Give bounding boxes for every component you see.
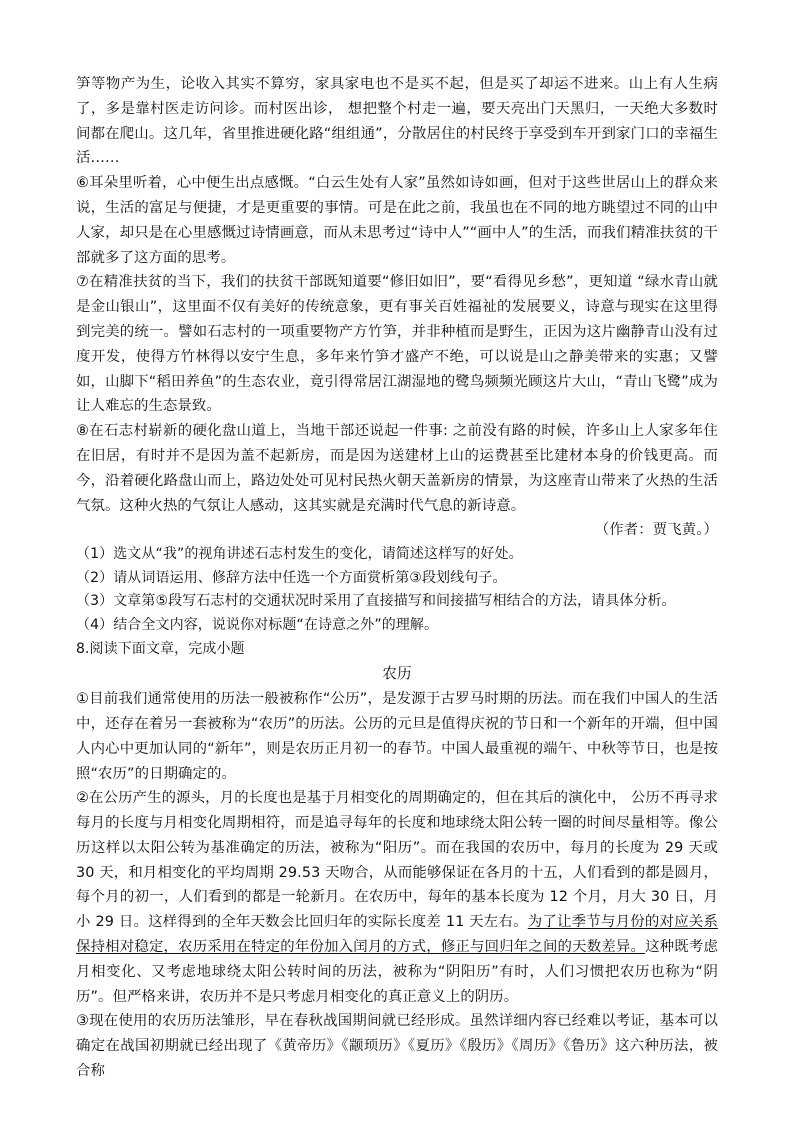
article-paragraph-2-part-a: ②在公历产生的源头，月的长度也是基于月相变化的周期确定的，但在其后的演化中， 公历不再寻求每月的长度与月相变化周期相符，而是追寻每年的长度和地球绕太阳公转一圈的时间尽量相等。像公历这样以太阳公转为基准确定的历法，被称为“阳历”。而在我国的农历中，每月的长度为 29 天或 30 天，和月相变化的平均周期 29.53 天吻合，从而能够保证在各月的十五，人们看到的都是圆月，每个月的初一，人们看到的都是一轮新月。在农历中，每年的基本长度为 12 个月，月大 30 日，月小 29 日。这样得到的全年天数会比回归年的实际长度差 11 天左右。 <box>76 790 718 931</box>
question-4: （4）结合全文内容，说说你对标题“在诗意之外”的理解。 <box>76 616 439 633</box>
article-paragraph-2-part-b: 这种既考虑月相变化、又考虑地球绕太阳公转时间的历法，被称为“阴阳历”有时，人们习惯把农历也称为“阴历”。但严格来讲，农历并不是只考虑月相变化的真正意义上的阴历。 <box>76 939 718 1005</box>
paragraph-5-tail: 笋等物产为生，论收入其实不算穷，家具家电也不是买不起，但是买了却运不进来。山上有人生病了，多是靠村医走访问诊。而村医出诊， 想把整个村走一遍，要天亮出门天黑归，一天绝大多数时间都在爬山。这几年，省里推进硬化路“组组通”，分散居住的村民终于享受到车开到家门口的幸福生活…… <box>76 76 718 167</box>
article-paragraph-2 <box>76 786 718 1009</box>
paragraph-7: ⑦在精准扶贫的当下，我们的扶贫干部既知道要“修旧如旧”，要“看得见乡愁”，更知道 “绿水青山就是金山银山”，这里面不仅有美好的传统意象，更有事关百姓福祉的发展要义，诗意与现实在这里得到完美的统一。譬如石志村的一项重要物产方竹笋，并非种植而是野生，正因为这片幽静青山没有过度开发，使得方竹林得以安宁生息，多年来竹笋才盛产不绝，可以说是山之静美带来的实惠；又譬如，山脚下“稻田养鱼”的生态农业，竟引得常居江湖湿地的鹭鸟频频光顾这片大山，“青山飞鹭”成为让人难忘的生态景致。 <box>76 274 718 415</box>
paragraph-8: ⑧在石志村崭新的硬化盘山道上，当地干部还说起一件事: 之前没有路的时候，许多山上人家多年住在旧居，有时并不是因为盖不起新房，而是因为送建材上山的运费甚至比建材本身的价钱更高。而今，沿着硬化路盘山而上，路边处处可见村民热火朝天盖新房的情景，为这座青山带来了火热的生活气氛。这种火热的气氛让人感动，这其实就是充满时代气息的新诗意。 <box>76 423 718 514</box>
article-paragraph-1: ①目前我们通常使用的历法一般被称作“公历”，是发源于古罗马时期的历法。而在我们中国人的生活中，还存在着另一套被称为“农历”的历法。公历的元旦是值得庆祝的节日和一个新年的开端，但中国人内心中更加认同的“新年”，则是农历正月初一的春节。中国人最重视的端午、中秋等节日，也是按照“农历”的日期确定的。 <box>76 691 718 782</box>
question-2: （2）请从词语运用、修辞方法中任选一个方面赏析第③段划线句子。 <box>76 569 507 586</box>
section-8-heading: 8.阅读下面文章，完成小题 <box>76 640 245 657</box>
author-line: （作者：贾飞黄。） <box>594 522 718 539</box>
underlined-sentence: 为了让季节与月份的对应关系保持相对稳定，农历采用在特定的年份加入闰月的方式，修正与回归年之间的天数差异。 <box>76 914 718 956</box>
article-paragraph-3: ③现在使用的农历历法雏形，早在春秋战国期间就已经形成。虽然详细内容已经难以考证，基本可以确定在战国初期就已经出现了《黄帝历》《颛顼历》《夏历》《殷历》《周历》《鲁历》这六种历法，被合称 <box>76 1013 718 1080</box>
question-1: （1）选文从“我”的视角讲述石志村发生的变化，请简述这样写的好处。 <box>76 546 523 563</box>
article-title: 农历 <box>382 665 412 683</box>
question-3: （3）文章第⑤段写石志村的交通状况时采用了直接描写和间接描写相结合的方法，请具体分析。 <box>76 593 676 610</box>
paragraph-6: ⑥耳朵里听着，心中便生出点感慨。“白云生处有人家”虽然如诗如画，但对于这些世居山上的群众来说，生活的富足与便捷，才是更重要的事情。可是在此之前，我虽也在不同的地方眺望过不同的山中人家，却只是在心里感慨过诗情画意，而从未思考过“诗中人”“画中人”的生活，而我们精准扶贫的干部就多了这方面的思考。 <box>76 175 718 266</box>
document-page <box>76 72 718 1084</box>
